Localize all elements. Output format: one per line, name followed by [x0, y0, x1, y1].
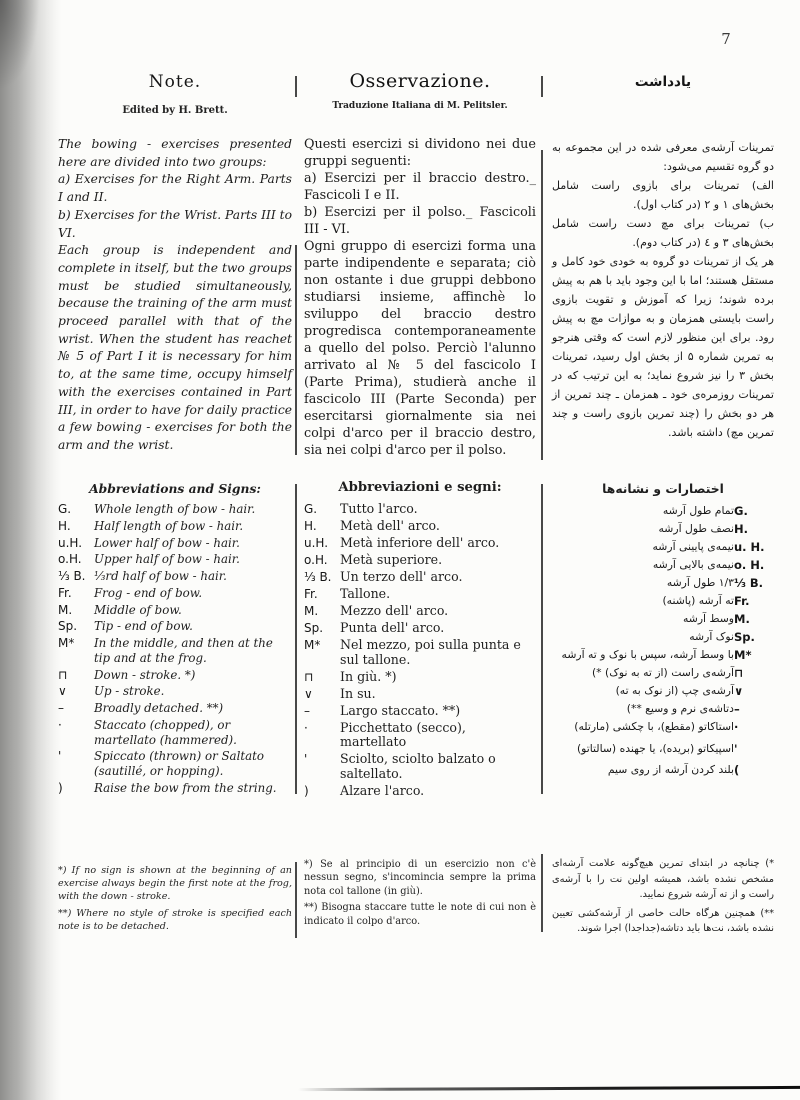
- abbrev-row: [58, 569, 292, 584]
- abbrev-divider-right: [541, 484, 543, 794]
- abbrev-text: اسپیکاتو (بریده)، یا جهنده (سالتاتو): [576, 741, 734, 755]
- abbrev-text: Raise the bow from the string.: [94, 780, 277, 795]
- abbrev-row: [58, 519, 292, 534]
- abbrev-row: [552, 540, 774, 555]
- abbrev-text: نصف طول آرشه: [658, 521, 734, 535]
- abbrev-sign: ': [734, 741, 738, 756]
- body-divider-left: [295, 245, 297, 455]
- abbrev-sign: G.: [58, 502, 72, 516]
- abbrev-row: [552, 702, 774, 717]
- abbrev-text: آرشه‌ی راست (از ته به نوک) *): [591, 665, 734, 679]
- abbrev-row: [552, 630, 774, 645]
- abbrev-sign: ·: [58, 717, 62, 732]
- abbrev-row: [58, 552, 292, 567]
- abbrev-text: Staccato (chopped), or martellato (hammered).: [94, 717, 237, 747]
- english-item-a: a) Exercises for the Right Arm. Parts I and II.: [58, 172, 292, 205]
- abbrev-text: ته آرشه (پاشنه): [662, 593, 734, 607]
- abbrev-sign: –: [734, 701, 740, 716]
- abbrev-sign: o.H.: [304, 552, 328, 567]
- english-abbrev-list: [58, 502, 292, 798]
- abbrev-sign: H.: [58, 518, 71, 533]
- abbrev-text: Upper half of bow - hair.: [94, 552, 240, 567]
- persian-title: یادداشت: [634, 74, 692, 90]
- abbrev-sign: M*: [304, 637, 321, 652]
- abbrev-text: In giù. *): [340, 668, 397, 684]
- page-number: 7: [721, 30, 731, 48]
- abbrev-sign: Fr.: [734, 593, 750, 608]
- abbrev-sign: ⊓: [734, 665, 744, 680]
- abbrev-row: [58, 619, 292, 634]
- scan-gutter-shadow: [0, 0, 62, 1100]
- abbrev-row: [552, 558, 774, 573]
- abbrev-row: [552, 504, 774, 519]
- italian-paragraph: Ogni gruppo di esercizi forma una parte indipendente e separata; ciò non ostante i due gruppi debbono studiarsi insieme, affinchè lo sviluppo del braccio destro progredisca contemporaneamente a quello del polso. Perciò l'alunno arrivato al № 5 del fascicolo I (Parte Prima), studierà anche il fascicolo III (Parte Seconda) per esercitarsi giornalmente sia nei colpi d'arco per il braccio destro, sia nei colpi d'arco per il polso.: [304, 239, 536, 458]
- abbrev-row: [304, 670, 536, 685]
- abbrev-text: Lower half of bow - hair.: [94, 535, 240, 550]
- abbrev-text: Punta dell' arco.: [340, 619, 445, 635]
- abbrev-row: [304, 621, 536, 636]
- italian-intro: Questi esercizi si dividono nei due gruppi seguenti:: [304, 137, 536, 169]
- abbrev-text: Un terzo dell' arco.: [340, 568, 463, 584]
- abbrev-sign: Fr.: [304, 586, 318, 601]
- abbrev-row: [552, 522, 774, 537]
- abbrev-sign: Fr.: [58, 585, 72, 600]
- abbrev-sign: –: [304, 703, 310, 718]
- abbrev-row: [304, 570, 536, 585]
- abbrev-row: [304, 638, 536, 668]
- italian-abbrev-list: [304, 502, 536, 801]
- abbrev-text: Metà dell' arco.: [340, 517, 440, 533]
- body-divider-right: [541, 150, 543, 460]
- persian-abbrev-heading: اختصارات و نشانه‌ها: [602, 482, 724, 496]
- abbrev-text: Middle of bow.: [94, 602, 182, 617]
- abbrev-text: نیمه‌ی بالایی آرشه: [652, 557, 734, 571]
- abbrev-text: دتاشه‌ی نرم و وسیع **): [626, 701, 734, 715]
- abbrev-text: Largo staccato. **): [340, 702, 461, 718]
- abbrev-text: Broadly detached. **): [94, 701, 224, 716]
- abbrev-sign: Sp.: [304, 620, 324, 635]
- abbrev-text: نوک آرشه: [689, 629, 734, 643]
- abbrev-sign: (: [734, 763, 740, 778]
- italian-footnotes: [304, 858, 536, 931]
- footnote-divider-right: [541, 854, 543, 932]
- abbrev-text: با وسط آرشه، سپس با نوک و ته آرشه: [561, 647, 734, 661]
- abbrev-sign: ': [304, 752, 308, 767]
- abbrev-row: [552, 742, 774, 757]
- abbrev-sign: H.: [304, 518, 317, 533]
- abbrev-row: [58, 749, 292, 778]
- abbrev-row: [58, 701, 292, 716]
- abbrev-row: [552, 684, 774, 699]
- italian-item-b: b) Esercizi per il polso._ Fascicoli III - VI.: [304, 205, 536, 237]
- abbrev-text: وسط آرشه: [683, 611, 734, 625]
- abbrev-row: [552, 666, 774, 681]
- abbrev-row: [304, 752, 536, 782]
- italian-footnote-2: **) Bisogna staccare tutte le note di cui non è indicato il colpo d'arco.: [304, 902, 536, 927]
- abbrev-row: [552, 720, 774, 735]
- abbrev-sign: M*: [734, 647, 752, 662]
- english-editor-credit: Edited by H. Brett.: [122, 105, 228, 116]
- abbrev-row: [304, 704, 536, 719]
- abbrev-sign: ': [58, 749, 62, 764]
- italian-abbrev-heading: Abbreviazioni e segni:: [338, 480, 502, 495]
- abbrev-row: [552, 763, 774, 778]
- abbrev-text: Whole length of bow - hair.: [94, 502, 256, 516]
- abbrev-sign: M.: [734, 611, 750, 626]
- abbrev-sign: ∨: [304, 686, 313, 701]
- abbrev-text: استاکاتو (مقطع)، با چکشی (مارتله): [574, 719, 734, 733]
- abbrev-text: In the middle, and then at the tip and at the frog.: [94, 636, 273, 665]
- header-divider-right: [541, 76, 543, 97]
- scan-edge-artifact: [298, 1086, 800, 1091]
- abbrev-row: [552, 594, 774, 609]
- english-paragraph: Each group is independent and complete in itself, but the two groups must be studied simultaneously, because the training of the arm must proceed parallel with that of the wrist. When the student has reachet № 5 of Part I it is necessary for him to, at the same time, occupy himself with the exercises contained in Part III, in order to have for daily practice a few bowing - exercises for both the arm and the wrist.: [58, 243, 292, 452]
- abbrev-text: Picchettato (secco), martellato: [340, 719, 466, 750]
- abbrev-row: [58, 718, 292, 747]
- footnote-divider-left: [295, 862, 297, 938]
- abbrev-text: ⅓rd half of bow - hair.: [94, 569, 227, 584]
- abbrev-row: [304, 553, 536, 568]
- abbrev-text: Tallone.: [340, 585, 391, 601]
- abbrev-text: تمام طول آرشه: [662, 504, 734, 517]
- abbrev-sign: o. H.: [734, 557, 765, 572]
- abbrev-row: [304, 784, 536, 799]
- abbrev-row: [552, 576, 774, 591]
- abbrev-sign: ): [304, 784, 309, 799]
- abbrev-sign: M.: [304, 603, 319, 618]
- abbrev-row: [58, 636, 292, 665]
- english-footnote-1: *) If no sign is shown at the beginning of an exercise always begin the first note at the frog, with the down - stroke.: [58, 865, 292, 903]
- persian-paragraph: هر یک از تمرینات دو گروه به خودی خود کامل و مستقل هستند؛ اما با این وجود باید با هم به پیش برده شوند؛ زیرا که آموزش و تقویت بازوی راست بایستی همزمان و به موازات مچ به پیش رود. برای این منظور لازم است که وقتی هنرجو به تمرین شماره ۵ از بخش اول رسید، تمرینات بخش ۳ را نیز شروع نماید؛ به این ترتیب که در تمرینات روزمره‌ی خود ـ همزمان ـ چند تمرین از هر دو بخش را (چند تمرین بازوی راست و چند تمرین مچ) داشته باشد.: [552, 255, 774, 439]
- abbrev-row: [58, 502, 292, 517]
- abbrev-sign: ∨: [734, 683, 744, 698]
- abbrev-sign: ⅓ B.: [58, 569, 86, 584]
- abbrev-text: Alzare l'arco.: [340, 783, 425, 799]
- abbrev-row: [58, 668, 292, 683]
- abbrev-row: [58, 586, 292, 601]
- abbrev-text: Down - stroke. *): [94, 667, 196, 682]
- scan-corner-shadow: [0, 0, 40, 90]
- abbrev-row: [304, 502, 536, 517]
- abbrev-row: [552, 612, 774, 627]
- abbrev-row: [58, 603, 292, 618]
- abbrev-sign: ): [58, 780, 63, 795]
- abbrev-text: Sciolto, sciolto balzato o saltellato.: [340, 751, 496, 782]
- abbrev-sign: ⊓: [58, 667, 68, 682]
- english-note-text: [58, 136, 292, 455]
- abbrev-text: Metà inferiore dell' arco.: [340, 534, 500, 550]
- abbrev-text: Spiccato (thrown) or Saltato (sautillé, or hopping).: [94, 749, 264, 778]
- english-intro: The bowing - exercises presented here are divided into two groups:: [58, 137, 292, 169]
- english-footnote-2: **) Where no style of stroke is specified each note is to be detached.: [58, 907, 292, 932]
- persian-note-text: [552, 138, 774, 442]
- persian-intro: تمرینات آرشه‌ی معرفی شده در این مجموعه به دو گروه تقسیم می‌شود:: [552, 141, 774, 173]
- english-footnotes: [58, 864, 292, 936]
- italian-note-text: [304, 136, 536, 459]
- italian-footnote-1: *) Se al principio di un esercizio non c'è nessun segno, s'incomincia sempre la prima nota col tallone (in giù).: [304, 859, 536, 897]
- abbrev-text: ۱/۳ طول آرشه: [666, 575, 734, 589]
- abbrev-row: [304, 536, 536, 551]
- abbrev-sign: M.: [58, 602, 73, 617]
- abbrev-divider-left: [295, 484, 297, 794]
- abbrev-text: Mezzo dell' arco.: [340, 602, 449, 618]
- persian-item-b: ب) تمرینات برای مچ دست راست شامل بخش‌های ۳ و ٤ (در کتاب دوم).: [552, 217, 774, 249]
- abbrev-sign: Sp.: [58, 619, 78, 634]
- abbrev-text: Tutto l'arco.: [340, 501, 418, 516]
- abbrev-sign: ⊓: [304, 669, 314, 684]
- abbrev-text: Tip - end of bow.: [94, 619, 193, 634]
- persian-item-a: الف) تمرینات برای بازوی راست شامل بخش‌های ۱ و ۲ (در کتاب اول).: [552, 179, 774, 211]
- italian-item-a: a) Esercizi per il braccio destro._ Fascicoli I e II.: [304, 171, 536, 203]
- abbrev-text: بلند کردن آرشه از روی سیم: [607, 763, 734, 777]
- abbrev-text: Nel mezzo, poi sulla punta e sul tallone.: [340, 636, 521, 667]
- italian-title: Osservazione.: [349, 70, 491, 92]
- abbrev-sign: u.H.: [58, 535, 83, 550]
- abbrev-row: [304, 721, 536, 751]
- english-abbrev-heading: Abbreviations and Signs:: [89, 481, 261, 496]
- abbrev-sign: u.H.: [304, 535, 329, 550]
- abbrev-sign: u. H.: [734, 539, 765, 554]
- abbrev-sign: ⅓ B.: [734, 575, 764, 590]
- abbrev-text: Half length of bow - hair.: [94, 518, 244, 533]
- abbrev-sign: G.: [734, 504, 748, 518]
- persian-footnote-1: *) چنانچه در ابتدای تمرین هیچ‌گونه علامت آرشه‌ای مشخص نشده باشد، همیشه اولین نت را با آرشه‌ی راست و از ته آرشه شروع نمایید.: [552, 858, 774, 900]
- abbrev-sign: Sp.: [734, 629, 755, 644]
- abbrev-text: Up - stroke.: [94, 684, 165, 699]
- abbrev-row: [304, 687, 536, 702]
- persian-footnote-2: **) همچنین هرگاه حالت خاصی از آرشه‌کشی تعیین نشده باشد، نت‌ها باید دتاشه(جداجدا) اجرا شوند.: [552, 907, 774, 934]
- persian-footnotes: [552, 856, 774, 940]
- abbrev-sign: o.H.: [58, 552, 82, 567]
- abbrev-sign: ∨: [58, 684, 67, 699]
- header-divider-left: [295, 76, 297, 97]
- abbrev-row: [58, 781, 292, 796]
- abbrev-text: Metà superiore.: [340, 551, 443, 567]
- abbrev-row: [304, 604, 536, 619]
- abbrev-sign: ⅓ B.: [304, 569, 332, 584]
- abbrev-row: [58, 684, 292, 699]
- english-title: Note.: [148, 72, 202, 92]
- abbrev-row: [304, 519, 536, 534]
- abbrev-sign: G.: [304, 502, 318, 516]
- italian-translator-credit: Traduzione Italiana di M. Pelitsler.: [332, 101, 508, 111]
- abbrev-sign: H.: [734, 521, 748, 536]
- english-item-b: b) Exercises for the Wrist. Parts III to VI.: [58, 207, 292, 240]
- abbrev-text: In su.: [340, 685, 376, 701]
- abbrev-row: [304, 587, 536, 602]
- abbrev-text: آرشه‌ی چپ (از نوک به ته): [615, 683, 734, 697]
- abbrev-sign: ·: [734, 719, 739, 734]
- persian-abbrev-list: [552, 504, 774, 781]
- abbrev-text: Frog - end of bow.: [94, 585, 203, 600]
- abbrev-sign: ·: [304, 720, 308, 735]
- abbrev-row: [58, 536, 292, 551]
- abbrev-sign: –: [58, 701, 64, 716]
- abbrev-text: نیمه‌ی پایینی آرشه: [652, 539, 734, 553]
- abbrev-sign: M*: [58, 636, 75, 651]
- abbrev-row: [552, 648, 774, 663]
